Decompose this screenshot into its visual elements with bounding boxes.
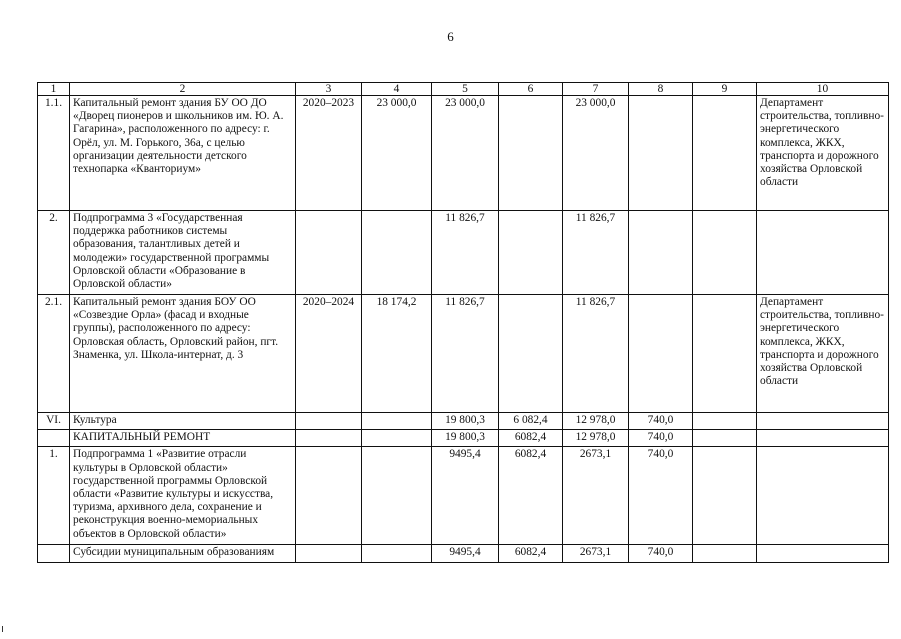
- header-cell: 4: [362, 83, 432, 96]
- period-cell: [296, 447, 362, 545]
- value-cell: 6082,4: [499, 447, 563, 545]
- value-cell: 23 000,0: [362, 96, 432, 211]
- header-cell: 5: [432, 83, 499, 96]
- executor-cell: [757, 430, 889, 447]
- scan-mark: [2, 626, 3, 632]
- item-name: Подпрограмма 3 «Государственная поддержка работников системы образования, талантливых детей и молодежи» государственной программы Орловской области «Образование в Орловской области»: [70, 211, 296, 295]
- value-cell: [362, 211, 432, 295]
- value-cell: 23 000,0: [563, 96, 629, 211]
- program-table: [37, 82, 889, 563]
- value-cell: 19 800,3: [432, 430, 499, 447]
- value-cell: 6 082,4: [499, 413, 563, 430]
- row-number: 2.1.: [38, 295, 70, 413]
- value-cell: [629, 96, 693, 211]
- value-cell: 11 826,7: [432, 211, 499, 295]
- period-cell: 2020–2023: [296, 96, 362, 211]
- value-cell: [499, 295, 563, 413]
- value-cell: 12 978,0: [563, 430, 629, 447]
- item-name: КАПИТАЛЬНЫЙ РЕМОНТ: [70, 430, 296, 447]
- value-cell: 740,0: [629, 413, 693, 430]
- table-row: [38, 295, 889, 413]
- value-cell: 12 978,0: [563, 413, 629, 430]
- row-number: [38, 430, 70, 447]
- header-cell: 9: [693, 83, 757, 96]
- executor-cell: [757, 545, 889, 562]
- value-cell: 2673,1: [563, 447, 629, 545]
- header-row: [38, 83, 889, 96]
- value-cell: [693, 295, 757, 413]
- value-cell: [362, 447, 432, 545]
- value-cell: 9495,4: [432, 545, 499, 562]
- value-cell: 18 174,2: [362, 295, 432, 413]
- value-cell: 19 800,3: [432, 413, 499, 430]
- row-number: 2.: [38, 211, 70, 295]
- value-cell: 740,0: [629, 545, 693, 562]
- period-cell: [296, 413, 362, 430]
- table-row: [38, 545, 889, 562]
- item-name: Капитальный ремонт здания БУ ОО ДО «Дворец пионеров и школьников им. Ю. А. Гагарина», расположенного по адресу: г. Орёл, ул. М. Горького, 36а, с целью организации деятельности детского технопарка «Кванториум»: [70, 96, 296, 211]
- value-cell: 6082,4: [499, 545, 563, 562]
- value-cell: [362, 545, 432, 562]
- item-name: Субсидии муниципальным образованиям: [70, 545, 296, 562]
- header-cell: 7: [563, 83, 629, 96]
- header-cell: 8: [629, 83, 693, 96]
- value-cell: 2673,1: [563, 545, 629, 562]
- value-cell: [693, 430, 757, 447]
- period-cell: 2020–2024: [296, 295, 362, 413]
- executor-cell: Департамент строительства, топливно-энергетического комплекса, ЖКХ, транспорта и дорожного хозяйства Орловской области: [757, 295, 889, 413]
- row-number: 1.1.: [38, 96, 70, 211]
- value-cell: [693, 96, 757, 211]
- row-number: 1.: [38, 447, 70, 545]
- executor-cell: [757, 447, 889, 545]
- value-cell: [693, 447, 757, 545]
- period-cell: [296, 545, 362, 562]
- header-cell: 1: [38, 83, 70, 96]
- header-cell: 3: [296, 83, 362, 96]
- executor-cell: [757, 211, 889, 295]
- value-cell: [499, 211, 563, 295]
- value-cell: [362, 413, 432, 430]
- table-row: [38, 447, 889, 545]
- value-cell: [629, 211, 693, 295]
- header-cell: 2: [70, 83, 296, 96]
- value-cell: [499, 96, 563, 211]
- table-row: [38, 96, 889, 211]
- row-number: VI.: [38, 413, 70, 430]
- value-cell: 740,0: [629, 447, 693, 545]
- executor-cell: Департамент строительства, топливно-энергетического комплекса, ЖКХ, транспорта и дорожного хозяйства Орловской области: [757, 96, 889, 211]
- executor-cell: [757, 413, 889, 430]
- value-cell: [693, 413, 757, 430]
- item-name: Подпрограмма 1 «Развитие отрасли культуры в Орловской области» государственной программы Орловской области «Развитие культуры и искусства, туризма, архивного дела, сохранение и реконструкция военно-мемориальных объектов в Орловской области»: [70, 447, 296, 545]
- value-cell: 740,0: [629, 430, 693, 447]
- value-cell: 11 826,7: [563, 295, 629, 413]
- table-row: [38, 211, 889, 295]
- value-cell: 23 000,0: [432, 96, 499, 211]
- table-row: [38, 413, 889, 430]
- row-number: [38, 545, 70, 562]
- value-cell: [629, 295, 693, 413]
- value-cell: 6082,4: [499, 430, 563, 447]
- header-cell: 6: [499, 83, 563, 96]
- value-cell: [362, 430, 432, 447]
- value-cell: [693, 545, 757, 562]
- value-cell: [693, 211, 757, 295]
- period-cell: [296, 430, 362, 447]
- value-cell: 11 826,7: [432, 295, 499, 413]
- item-name: Капитальный ремонт здания БОУ ОО «Созвездие Орла» (фасад и входные группы), расположенного по адресу: Орловская область, Орловский район, пгт. Знаменка, ул. Школа-интернат, д. 3: [70, 295, 296, 413]
- table-row: [38, 430, 889, 447]
- page-number: 6: [447, 29, 454, 44]
- value-cell: 9495,4: [432, 447, 499, 545]
- item-name: Культура: [70, 413, 296, 430]
- period-cell: [296, 211, 362, 295]
- value-cell: 11 826,7: [563, 211, 629, 295]
- header-cell: 10: [757, 83, 889, 96]
